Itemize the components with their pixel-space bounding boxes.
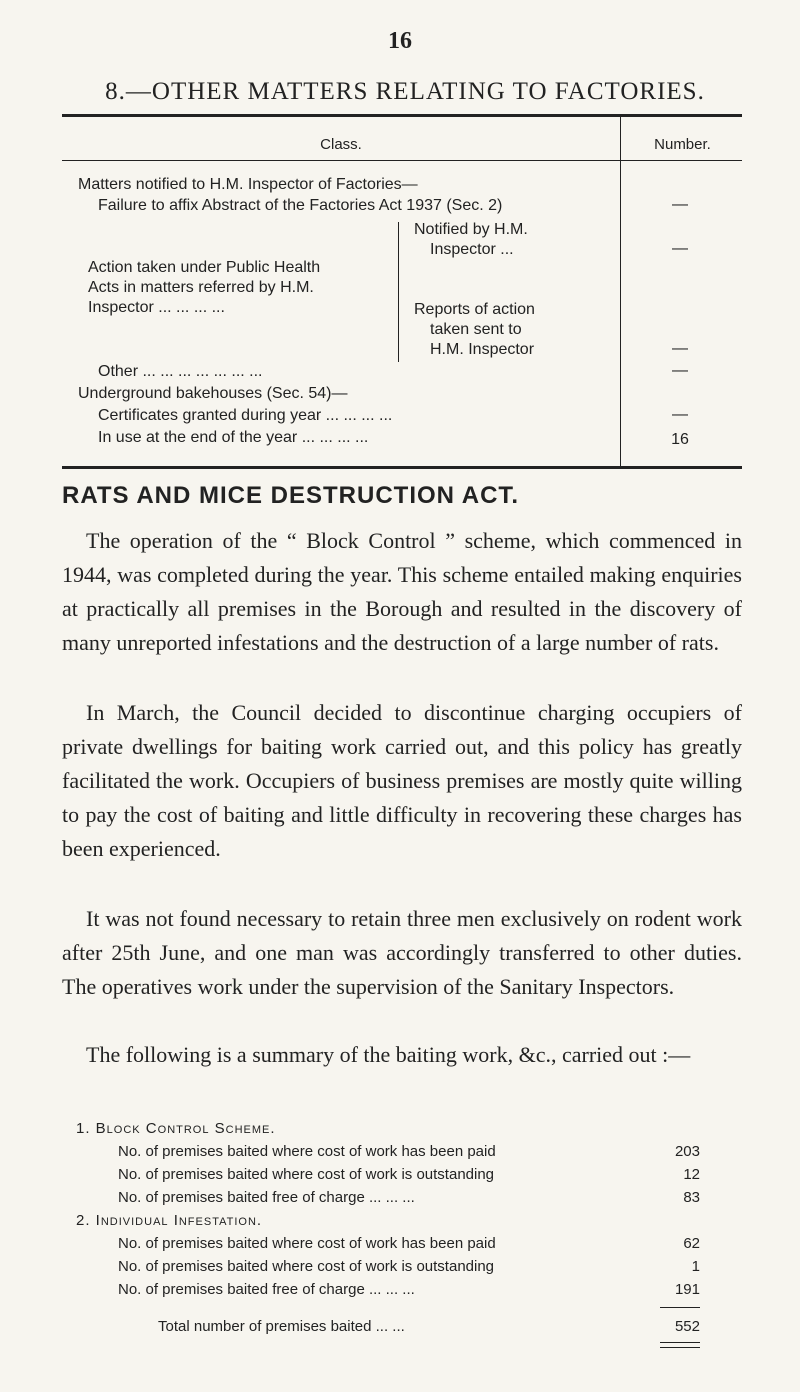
table-row: Inspector ... ... ... ... <box>88 299 225 316</box>
table-value: — <box>672 406 688 423</box>
summary-group-title: 2. Individual Infestation. <box>76 1212 263 1229</box>
summary-item-label: No. of premises baited free of charge ... ... ... <box>118 1189 415 1206</box>
table-value: — <box>672 240 688 257</box>
paragraph: The operation of the “ Block Control ” scheme, which commenced in 1944, was completed during the year. This scheme entailed making enquiries at practically all premises in the Borough and resulted in the discovery of many unreported infestations and the destruction of a large number of rats. <box>62 528 742 655</box>
summary-item-value: 12 <box>683 1166 700 1183</box>
brace-item-label: taken sent to <box>430 321 522 338</box>
summary-item-label: No. of premises baited where cost of work is outstanding <box>118 1258 495 1275</box>
table-row: Failure to affix Abstract of the Factories Act 1937 (Sec. 2) <box>98 197 503 214</box>
summary-item-value: 1 <box>691 1258 700 1275</box>
total-label: Total number of premises baited ... ... <box>158 1318 405 1335</box>
table-value: — <box>672 340 688 357</box>
section-title: 8.—OTHER MATTERS RELATING TO FACTORIES. <box>105 78 705 105</box>
summary-item-value: 62 <box>683 1235 700 1252</box>
table-value: — <box>672 362 688 379</box>
table-row: Acts in matters referred by H.M. <box>88 279 314 296</box>
total-value: 552 <box>674 1318 700 1335</box>
table-top-rule <box>62 114 742 117</box>
table-row: Certificates granted during year ... ... ... ... <box>98 407 393 424</box>
total-rule <box>660 1307 700 1308</box>
summary-item-label: No. of premises baited where cost of work has been paid <box>118 1143 496 1160</box>
brace-item-label: H.M. Inspector <box>430 341 535 358</box>
brace <box>398 222 409 362</box>
summary-item-value: 191 <box>674 1281 700 1298</box>
table-bottom-rule <box>62 466 742 469</box>
table-row: Action taken under Public Health <box>88 259 321 276</box>
summary-item-value: 203 <box>674 1143 700 1160</box>
header-class: Class. <box>320 136 362 153</box>
brace-item-label: Reports of action <box>414 301 535 318</box>
brace-item-label: Inspector ... <box>430 241 514 258</box>
table-row: In use at the end of the year ... ... ... ... <box>98 429 369 446</box>
total-double-rule <box>660 1342 700 1348</box>
brace-item-label: Notified by H.M. <box>414 221 528 238</box>
table-value: — <box>672 196 688 213</box>
table-row: Underground bakehouses (Sec. 54)— <box>78 385 348 402</box>
summary-item-label: No. of premises baited where cost of work is outstanding <box>118 1166 495 1183</box>
table-row: Other ... ... ... ... ... ... ... <box>98 363 263 380</box>
summary-item-label: No. of premises baited where cost of work has been paid <box>118 1235 496 1252</box>
rats-heading: RATS AND MICE DESTRUCTION ACT. <box>62 482 520 509</box>
paragraph: It was not found necessary to retain three men exclusively on rodent work after 25th June, and one man was accordingly transferred to other duties. The operatives work under the supervision of the Sanitary Inspectors. <box>62 906 742 999</box>
table-header-rule <box>62 160 742 161</box>
table-row: Matters notified to H.M. Inspector of Factories— <box>78 176 418 193</box>
summary-item-label: No. of premises baited free of charge ... ... ... <box>118 1281 415 1298</box>
paragraph: In March, the Council decided to discontinue charging occupiers of private dwellings for baiting work carried out, and this policy has greatly facilitated the work. Occupiers of business premises are mostly quite willing to pay the cost of baiting and little difficulty in recovering these charges has been experienced. <box>62 700 742 861</box>
header-number: Number. <box>654 136 711 153</box>
summary-item-value: 83 <box>683 1189 700 1206</box>
table-value: 16 <box>671 431 689 448</box>
page-number: 16 <box>388 28 412 54</box>
paragraph: The following is a summary of the baiting work, &c., carried out :— <box>86 1042 691 1067</box>
summary-group-title: 1. Block Control Scheme. <box>76 1120 276 1137</box>
